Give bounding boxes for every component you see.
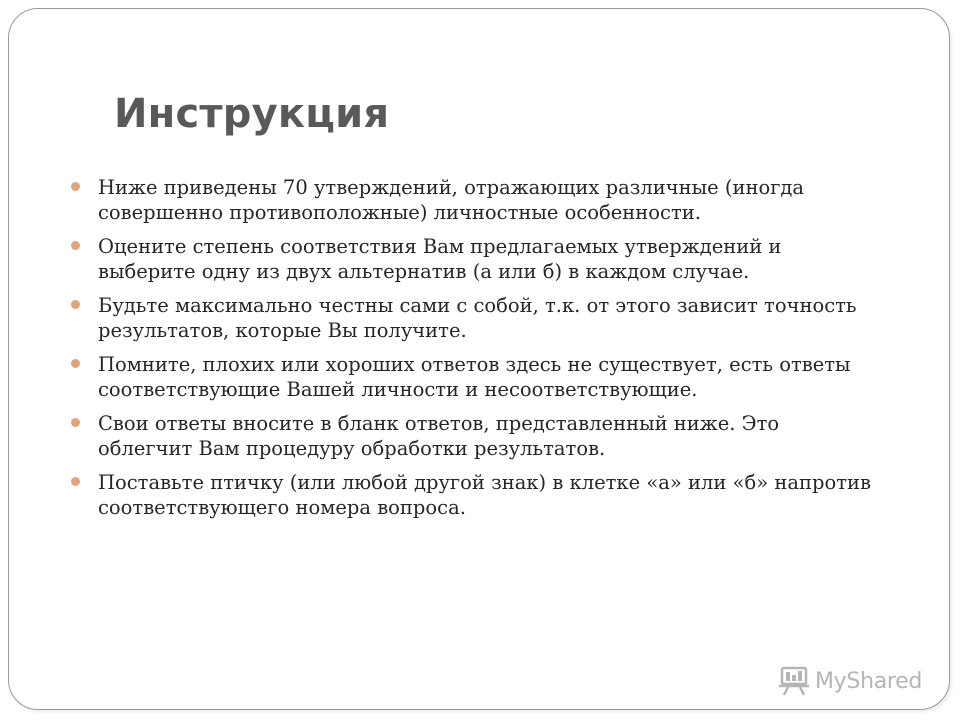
- slide-frame: [8, 8, 950, 710]
- bullet-item: [71, 234, 871, 284]
- bullet-text: Свои ответы вносите в бланк ответов, представленный ниже. Это облегчит Вам процедуру обработки результатов.: [98, 412, 780, 460]
- bullet-text: Ниже приведены 70 утверждений, отражающих различные (иногда совершенно противоположные) личностные особенности.: [98, 176, 805, 224]
- bullet-item: [71, 411, 871, 461]
- presentation-board-icon: [777, 666, 811, 696]
- bullet-dot-icon: [71, 182, 80, 191]
- bullet-dot-icon: [71, 300, 80, 309]
- bullet-item: [71, 470, 871, 520]
- bullet-dot-icon: [71, 359, 80, 368]
- bullet-item: [71, 352, 871, 402]
- bullet-text: Оцените степень соответствия Вам предлагаемых утверждений и выберите одну из двух альтернатив (а или б) в каждом случае.: [98, 235, 782, 283]
- bullet-item: [71, 293, 871, 343]
- bullet-text: Поставьте птичку (или любой другой знак) в клетке «а» или «б» напротив соответствующего номера вопроса.: [98, 471, 872, 519]
- bullet-text: Помните, плохих или хороших ответов здесь не существует, есть ответы соответствующие Вашей личности и несоответствующие.: [98, 353, 851, 401]
- bullet-dot-icon: [71, 477, 80, 486]
- bullet-list: [71, 175, 871, 529]
- slide-title: Инструкция: [114, 91, 390, 137]
- bullet-text: Будьте максимально честны сами с собой, т.к. от этого зависит точность результатов, которые Вы получите.: [98, 294, 857, 342]
- myshared-logo: [777, 666, 922, 696]
- bullet-dot-icon: [71, 418, 80, 427]
- bullet-item: [71, 175, 871, 225]
- logo-text: MyShared: [815, 668, 923, 694]
- bullet-dot-icon: [71, 241, 80, 250]
